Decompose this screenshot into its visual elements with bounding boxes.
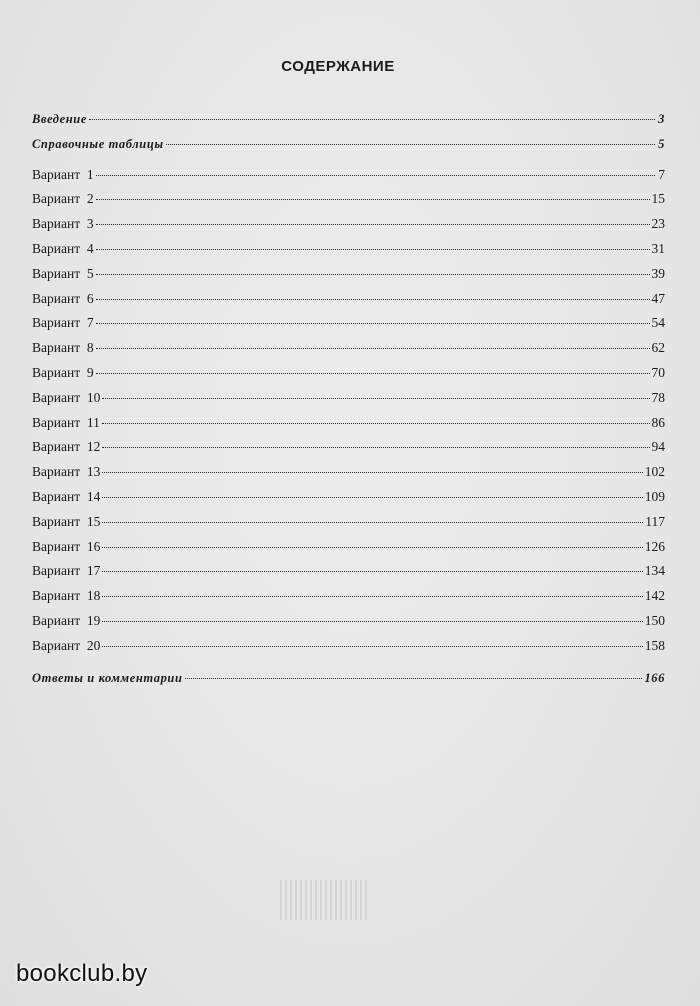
toc-label: Вариант 2 (32, 191, 94, 207)
toc-entry-reference-tables (32, 137, 665, 162)
dot-leader (166, 144, 655, 145)
toc-page-number: 54 (651, 315, 665, 331)
toc-page-number: 102 (644, 464, 665, 480)
dot-leader (102, 571, 642, 572)
toc-page-number: 86 (651, 414, 665, 430)
toc-entry-variant (32, 340, 665, 365)
toc-entry-intro (32, 112, 665, 137)
dot-leader (185, 678, 643, 679)
toc-entry-variant (32, 439, 665, 464)
toc-label: Вариант 1 (32, 166, 94, 182)
toc-entry-variant (32, 266, 665, 291)
toc-entry-variant (32, 613, 665, 638)
toc-page-number: 15 (651, 191, 665, 207)
toc-page-number: 47 (651, 290, 665, 306)
toc-page-number: 62 (651, 340, 665, 356)
toc-page-number: 109 (644, 488, 665, 504)
toc-label: Вариант 3 (32, 216, 94, 232)
toc-entry-variant (32, 638, 665, 663)
dot-leader (96, 199, 650, 200)
watermark: bookclub.by (16, 960, 148, 987)
toc-label: Вариант 15 (32, 513, 101, 529)
toc-entry-variant (32, 514, 665, 539)
dot-leader (96, 274, 650, 275)
toc-label: Вариант 6 (32, 290, 94, 306)
toc-label: Вариант 9 (32, 364, 94, 380)
toc-label: Вариант 12 (32, 439, 101, 455)
dot-leader (96, 299, 650, 300)
toc-page-number: 150 (644, 612, 665, 628)
toc-page-number: 3 (658, 112, 665, 126)
dot-leader (89, 119, 655, 120)
toc-entry-variant (32, 167, 665, 192)
toc-page-number: 39 (651, 265, 665, 281)
toc-label: Введение (32, 112, 87, 126)
dot-leader (102, 398, 649, 399)
toc-page-number: 142 (644, 588, 665, 604)
toc-page-number: 23 (651, 216, 665, 232)
dot-leader (102, 596, 642, 597)
toc-entry-variant (32, 588, 665, 613)
toc-entry-variant (32, 563, 665, 588)
toc-entry-variant (32, 191, 665, 216)
toc-page-number: 117 (645, 513, 665, 529)
toc-page-number: 70 (651, 364, 665, 380)
dot-leader (96, 323, 650, 324)
toc-label: Вариант 19 (32, 612, 101, 628)
dot-leader (102, 522, 643, 523)
toc-label: Ответы и комментарии (32, 670, 183, 685)
dot-leader (102, 547, 642, 548)
toc-entry-variant (32, 365, 665, 390)
toc-entry-variant (32, 464, 665, 489)
bleed-through-barcode (280, 880, 370, 920)
toc-label: Вариант 8 (32, 340, 94, 356)
toc-label: Вариант 13 (32, 464, 101, 480)
toc-entry-variant (32, 241, 665, 266)
toc-page-number: 31 (651, 240, 665, 256)
toc-entry-variant (32, 539, 665, 564)
dot-leader (96, 373, 650, 374)
toc-label: Вариант 11 (32, 414, 100, 430)
toc-label: Вариант 14 (32, 488, 101, 504)
toc-label: Вариант 5 (32, 265, 94, 281)
toc-label: Справочные таблицы (32, 136, 164, 151)
dot-leader (96, 348, 650, 349)
dot-leader (102, 621, 642, 622)
toc-page-number: 166 (644, 670, 665, 685)
dot-leader (102, 472, 642, 473)
table-of-contents (32, 112, 665, 695)
toc-page-number: 5 (658, 136, 665, 151)
spacer (32, 663, 665, 671)
toc-page-number: 94 (651, 439, 665, 455)
toc-label: Вариант 7 (32, 315, 94, 331)
toc-page-number: 78 (651, 389, 665, 405)
toc-entry-variant (32, 291, 665, 316)
dot-leader (102, 423, 650, 424)
toc-entry-answers (32, 671, 665, 696)
toc-label: Вариант 17 (32, 563, 101, 579)
toc-entry-variant (32, 489, 665, 514)
toc-page-number: 158 (644, 637, 665, 653)
toc-page-number: 126 (644, 538, 665, 554)
toc-label: Вариант 16 (32, 538, 101, 554)
dot-leader (96, 175, 655, 176)
toc-entry-variant (32, 415, 665, 440)
toc-entry-variant (32, 315, 665, 340)
toc-page-number: 134 (644, 563, 665, 579)
dot-leader (102, 447, 649, 448)
dot-leader (96, 249, 650, 250)
toc-page-number: 7 (658, 166, 665, 182)
page-title: СОДЕРЖАНИЕ (281, 58, 395, 75)
toc-label: Вариант 18 (32, 588, 101, 604)
toc-label: Вариант 10 (32, 389, 101, 405)
toc-entry-variant (32, 216, 665, 241)
toc-label: Вариант 20 (32, 637, 101, 653)
toc-entry-variant (32, 390, 665, 415)
dot-leader (102, 646, 642, 647)
toc-label: Вариант 4 (32, 240, 94, 256)
dot-leader (102, 497, 642, 498)
dot-leader (96, 224, 650, 225)
